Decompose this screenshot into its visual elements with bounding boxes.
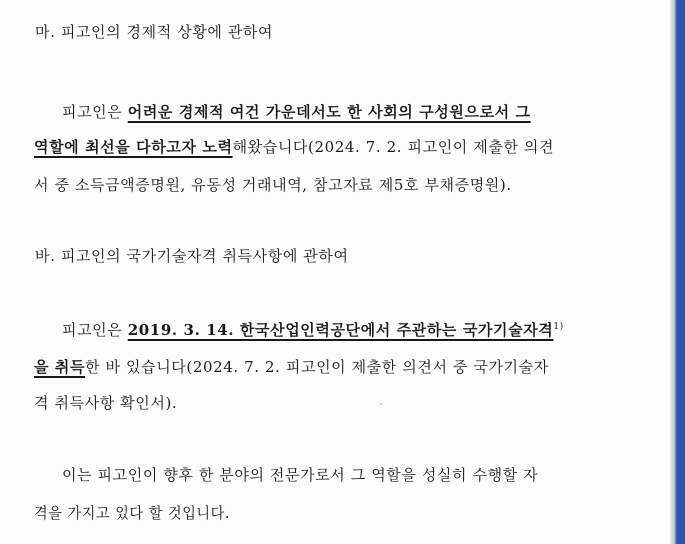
scan-speck — [380, 403, 382, 405]
closing-line-1: 이는 피고인이 향후 한 분야의 전문가로서 그 역할을 성실히 수행할 자 — [62, 466, 539, 484]
section-ma-line-2-plain: 해왔습니다(2024. 7. 2. 피고인이 제출한 의견 — [232, 138, 555, 156]
section-ba-line-1-plain: 피고인은 — [62, 321, 128, 339]
section-ba-line-2-emphasis: 을 취득 — [34, 358, 86, 376]
section-ma-line-2-emphasis: 역할에 최선을 다하고자 노력 — [34, 138, 233, 156]
section-ma-line-1-emphasis: 어려운 경제적 여건 가운데서도 한 사회의 구성원으로서 그 — [127, 103, 531, 121]
binding-edge — [670, 0, 685, 544]
section-ba-line-2 — [34, 357, 549, 377]
section-ba-heading: 바. 피고인의 국가기술자격 취득사항에 관하여 — [35, 247, 349, 265]
section-ma-line-1 — [62, 102, 531, 122]
section-ba-line-1 — [62, 320, 564, 340]
section-ba-line-2-plain: 한 바 있습니다(2024. 7. 2. 피고인이 제출한 의견서 중 국가기술자 — [85, 358, 549, 376]
footnote-marker: 1) — [553, 322, 564, 332]
section-ma-line-2 — [34, 137, 554, 157]
section-ba-line-3: 격 취득사항 확인서). — [34, 394, 178, 412]
section-ma-line-1-plain: 피고인은 — [62, 103, 128, 121]
section-ba-line-1-emphasis: 2019. 3. 14. 한국산업인력공단에서 주관하는 국가기술자격 — [127, 321, 554, 339]
closing-line-2: 격을 가지고 있다 할 것입니다. — [34, 504, 230, 522]
section-ma-line-3: 서 중 소득금액증명원, 유동성 거래내역, 참고자료 제5호 부채증명원). — [34, 176, 512, 194]
section-ma-heading: 마. 피고인의 경제적 상황에 관하여 — [35, 23, 274, 41]
